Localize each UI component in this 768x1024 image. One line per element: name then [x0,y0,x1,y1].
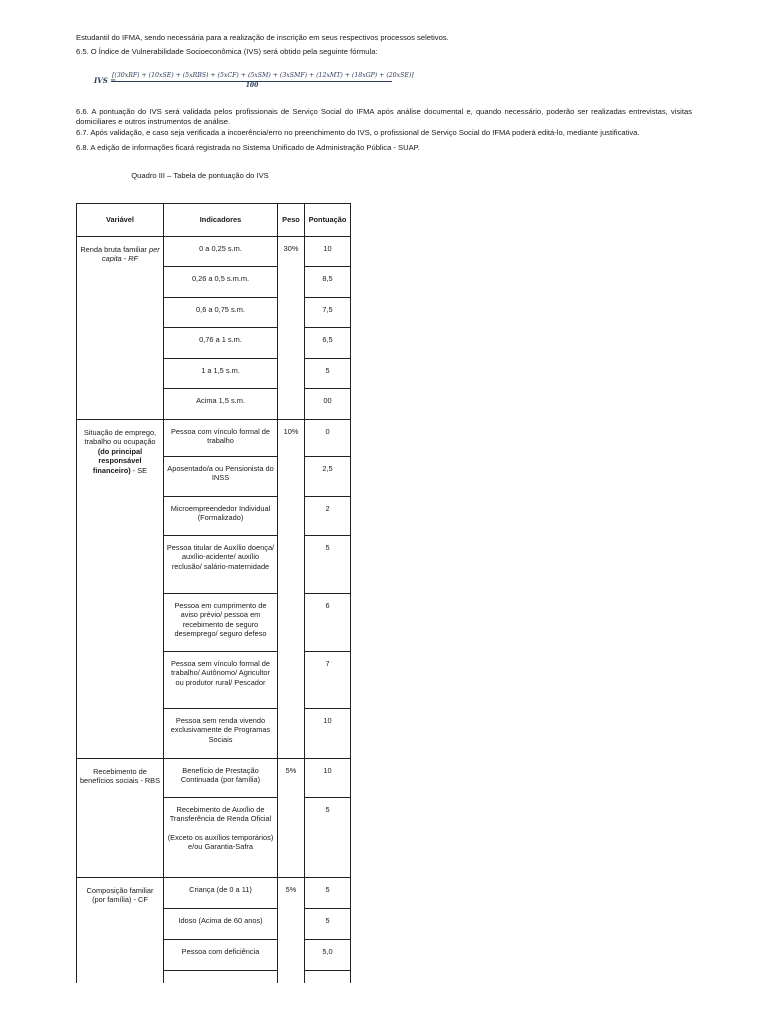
variable-cf: Composição familiar (por família) - CF [77,878,164,983]
indicator-cell: Microempreendedor Individual (Formalizado) [164,497,278,536]
table-row [77,878,351,909]
score-cell: 5 [305,798,351,878]
score-cell: 0 [305,420,351,457]
indicator-cell: 0 a 0,25 s.m. [164,237,278,267]
table-row [77,759,351,798]
rbs-indicator-main: Recebimento de Auxílio de Transferência de Renda Oficial [169,805,272,824]
table-row [77,237,351,267]
indicator-cell [164,971,278,983]
table-caption: Quadro III – Tabela de pontuação do IVS [131,171,269,180]
formula-numerator: [(30xRF) + (10xSE) + (5xRBS) + (5xCF) + (5xSM) + (3xSMF) + (12xMT) + (18xGP) + (20xSE)] [112,72,414,79]
intro-paragraph: Estudantil do IFMA, sendo necessária para a realização de inscrição em seus respectivos processos seletivos. [76,33,449,42]
header-weight: Peso [278,204,305,237]
score-cell: 10 [305,709,351,759]
rf-label-line1: Renda bruta familiar [80,245,147,254]
variable-rbs: Recebimento de benefícios sociais - RBS [77,759,164,878]
weight-cf: 5% [278,878,305,983]
score-cell: 8,5 [305,267,351,298]
indicator-cell: Idoso (Acima de 60 anos) [164,909,278,940]
indicator-cell: Pessoa sem vínculo formal de trabalho/ Autônomo/ Agricultor ou produtor rural/ Pescador [164,652,278,709]
indicator-cell: Pessoa em cumprimento de aviso prévio/ pessoa em recebimento de seguro desemprego/ seguro defeso [164,594,278,652]
header-score: Pontuação [305,204,351,237]
variable-se [77,420,164,759]
indicator-cell: Benefício de Prestação Continuada (por família) [164,759,278,798]
indicator-cell: 0,76 a 1 s.m. [164,328,278,359]
score-cell: 7 [305,652,351,709]
score-cell: 2,5 [305,457,351,497]
indicator-cell: 0,6 a 0,75 s.m. [164,298,278,328]
indicator-cell: 1 a 1,5 s.m. [164,359,278,389]
score-cell: 5 [305,536,351,594]
ivs-score-table [76,203,351,983]
paragraph-6-6: 6.6. A pontuação do IVS será validada pelos profissionais de Serviço Social do IFMA após análise documental e, quando necessário, poderão ser realizadas entrevistas, visitas domiciliares e outros instrumentos de análise. [76,107,692,126]
rf-label-line2: - RF [123,254,139,264]
score-cell: 5 [305,878,351,909]
weight-rbs: 5% [278,759,305,878]
header-indicators: Indicadores [164,204,278,237]
paragraph-6-7: 6.7. Após validação, e caso seja verificada a incoerência/erro no preenchimento do IVS, o profissional de Serviço Social do IFMA poderá editá-lo, mediante justificativa. [76,128,640,137]
se-label-pre: Situação de emprego, trabalho ou ocupação [83,428,157,447]
ivs-formula [94,72,414,92]
rbs-indicator-note: (Exceto os auxílios temporários) e/ou Garantia-Safra [167,832,274,852]
rf-label-italic: per capita [101,245,160,264]
score-cell: 10 [305,237,351,267]
score-cell: 6 [305,594,351,652]
indicator-cell: Acima 1,5 s.m. [164,389,278,420]
indicator-cell: Pessoa titular de Auxílio doença/ auxílio-acidente/ auxílio reclusão/ salário-maternidade [164,536,278,594]
score-cell: 5 [305,359,351,389]
formula-denominator: 100 [245,82,259,89]
score-cell [305,971,351,983]
score-cell: 10 [305,759,351,798]
score-cell: 5 [305,909,351,940]
score-cell: 6,5 [305,328,351,359]
score-cell: 5,0 [305,940,351,971]
indicator-cell: Pessoa com deficiência [164,940,278,971]
se-label-bold: (do principal responsável financeiro) [92,446,143,475]
indicator-cell: Criança (de 0 a 11) [164,878,278,909]
indicator-cell: Aposentado/a ou Pensionista do INSS [164,457,278,497]
score-cell: 2 [305,497,351,536]
score-cell: 00 [305,389,351,420]
indicator-cell [164,798,278,878]
paragraph-6-8: 6.8. A edição de informações ficará registrada no Sistema Unificado de Administração Pública - SUAP. [76,143,420,152]
formula-lhs: IVS = [94,76,117,85]
variable-rf [77,237,164,420]
table-header-row [77,204,351,237]
header-variable: Variável [77,204,164,237]
indicator-cell: Pessoa sem renda vivendo exclusivamente de Programas Sociais [164,709,278,759]
weight-se: 10% [278,420,305,759]
weight-rf: 30% [278,237,305,420]
indicator-cell: 0,26 a 0,5 s.m.m. [164,267,278,298]
indicator-cell: Pessoa com vínculo formal de trabalho [164,420,278,457]
score-cell: 7,5 [305,298,351,328]
table-row [77,420,351,457]
paragraph-6-5: 6.5. O Índice de Vulnerabilidade Socioeconômica (IVS) será obtido pela seguinte fórmula: [76,47,378,56]
se-label-post: - SE [132,465,148,475]
